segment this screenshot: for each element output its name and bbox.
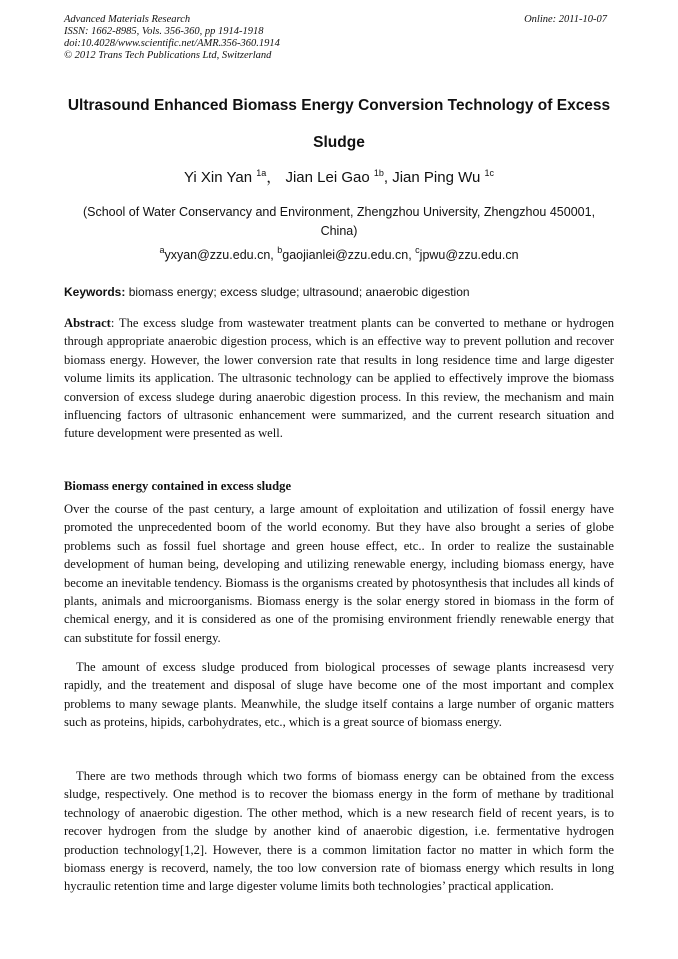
body-paragraph: There are two methods through which two forms of biomass energy can be obtained from the excess sludge, respectively. One method is to recover the biomass energy in the form of methane by traditional technology of anaerobic digestion. The other method, which is a new research field of recent years, is to recover hydrogen from the sludge by another kind of anaerobic digestion, i.e. fermentative hydrogen production technology[1,2]. However, there is a common limitation factor no matter in which form the biomass energy is recoverd, namely, the too low conversion rate of biomass energy which results in long hycraulic retention time and large digester volume limits both technologies’ practical application.	[64, 769, 614, 894]
online-date: Online: 2011-10-07	[524, 14, 607, 25]
email-link[interactable]: jpwu@zzu.edu.cn	[419, 248, 519, 262]
author-affil-mark: 1a	[256, 168, 267, 178]
author-name: Jian Ping Wu	[392, 169, 481, 186]
email-link[interactable]: gaojianlei@zzu.edu.cn	[282, 248, 409, 262]
keywords-label: Keywords:	[64, 285, 126, 299]
email-link[interactable]: yxyan@zzu.edu.cn	[164, 248, 271, 262]
body-paragraph: The amount of excess sludge produced from biological processes of sewage plants increasesd very rapidly, and the treatement and disposal of sluge have become one of the most important and complex problems to many sewage plants. Meanwhile, the sludge itself contains a large number of organic matters such as proteins, hipids, carbohydrates, etc., which is a great source of biomass energy.	[64, 660, 614, 730]
section-heading: Biomass energy contained in excess sludge	[64, 479, 292, 493]
email-mark: b	[277, 245, 283, 255]
paper-title: Ultrasound Enhanced Biomass Energy Conversion Technology of Excess Sludge	[67, 97, 611, 151]
journal-header	[64, 14, 607, 62]
abstract-label: Abstract	[64, 316, 111, 330]
affiliation: (School of Water Conservancy and Environment, Zhengzhou University, Zhengzhou 450001, China)	[82, 205, 596, 238]
keywords-text: biomass energy; excess sludge; ultrasound; anaerobic digestion	[128, 285, 470, 299]
issn-line: ISSN: 1662-8985, Vols. 356-360, pp 1914-1918	[64, 26, 264, 37]
author-name: Jian Lei Gao	[285, 169, 370, 186]
abstract	[64, 314, 614, 443]
abstract-text: : The excess sludge from wastewater treatment plants can be converted to methane or hydrogen through appropriate anaerobic digestion process, which is an effective way to prevent pollution and recover biomass energy. However, the lower conversion rate that results in long residence time and large digester volume limits its application. The ultrasonic technology can be applied to effectively improve the biomass conversion of excess sludege during anaerobic digestion process. In this review, the mechanism and main influencing factors of ultrasonic enhancement were summarized, and the current research situation and future development were presented as well.	[64, 316, 614, 441]
author-affil-mark: 1b	[373, 168, 384, 178]
body-paragraph: Over the course of the past century, a large amount of exploitation and utilization of fossil energy have promoted the unprecedented boom of the world economy. But they have also brought a series of globe problems such as fossil fuel shortage and green house effect, etc.. In order to realize the sustainable development of human being, developing and utilizing renewable energy, including biomass energy, have become an inevitable tendency. Biomass is the organisms created by photosynthesis that includes all kinds of plants, animals and microorganisms. Biomass energy is the solar energy stored in biomass in the form of chemical energy, and it is considered as one of the promising environment friendly renewable energy that can substitute for fossil energy.	[64, 502, 614, 645]
author-separator: ，	[266, 169, 282, 186]
email-list: $^a$yxyan@zzu.edu.cn, $^b$gaojianlei@zzu.edu.cn, $^c$jpwu@zzu.edu.cn	[159, 245, 519, 262]
author-affil-mark: 1c	[484, 168, 495, 178]
author-list	[0, 166, 678, 187]
copyright-line: © 2012 Trans Tech Publications Ltd, Switzerland	[64, 50, 272, 61]
email-mark: c	[415, 245, 420, 255]
email-mark: a	[159, 245, 165, 255]
doi-line: doi:10.4028/www.scientific.net/AMR.356-360.1914	[64, 38, 280, 49]
author-name: Yi Xin Yan	[183, 169, 253, 186]
journal-name: Advanced Materials Research	[64, 14, 191, 25]
author-separator: ,	[383, 169, 389, 186]
keywords	[64, 285, 614, 299]
